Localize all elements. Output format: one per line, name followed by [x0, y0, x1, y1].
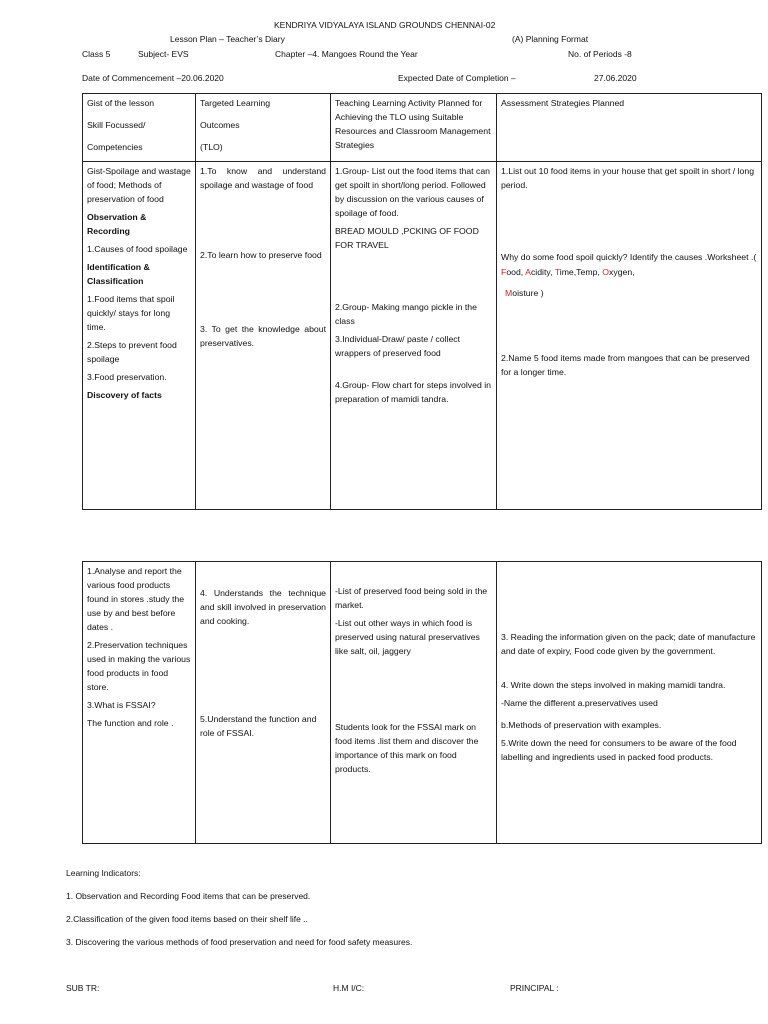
lesson-plan-table-1: [82, 93, 762, 510]
chapter-label: Chapter –4. Mangoes Round the Year: [275, 49, 418, 59]
gist-cell: [83, 562, 196, 844]
skill-discovery: Discovery of facts: [87, 390, 162, 400]
header-gist-line2: Skill Focussed/: [87, 120, 146, 130]
assessment-cell: [497, 562, 762, 844]
activity-item: 1.Group- List out the food items that can get spoilt in short/long period. Followed by discussion on the various causes of spoilage of food.: [335, 166, 491, 218]
assessment-item: b.Methods of preservation with examples.: [501, 720, 662, 730]
indicator-item: 1. Observation and Recording Food items that can be preserved.: [66, 891, 311, 901]
acronym-letter: T: [554, 267, 560, 277]
assessment-item: [501, 250, 757, 301]
gist-cell: [83, 162, 196, 510]
gist-item: 1.Causes of food spoilage: [87, 244, 188, 254]
lesson-plan-table-2: [82, 561, 762, 844]
assessment-item: 3. Reading the information given on the pack; date of manufacture and date of expiry, Food code given by the government.: [501, 632, 756, 656]
sub-teacher-signature: SUB TR:: [66, 983, 100, 993]
header-tlo-line1: Targeted Learning: [200, 98, 271, 108]
activity-item: -List out other ways in which food is preserved using natural preservatives like salt, oil, jaggery: [335, 618, 480, 656]
header-tlo-line2: Outcomes: [200, 120, 240, 130]
activity-item: Students look for the FSSAI mark on food items .list them and discover the importance of this mark on food products.: [335, 722, 479, 774]
gist-item: 2.Preservation techniques used in making the various food products in food store.: [87, 640, 191, 692]
acronym-letter: A: [525, 267, 531, 277]
assessment-item: 1.List out 10 food items in your house that get spoilt in short / long period.: [501, 166, 755, 190]
lesson-plan-title: Lesson Plan – Teacher’s Diary: [170, 34, 285, 44]
assessment-text: oisture ): [512, 288, 544, 298]
hm-signature: H.M I/C:: [333, 983, 365, 993]
school-name: KENDRIYA VIDYALAYA ISLAND GROUNDS CHENNAI-02: [274, 20, 496, 30]
gist-item: The function and role .: [87, 718, 174, 728]
acronym-letter: F: [501, 267, 507, 277]
commencement-date: Date of Commencement –20.06.2020: [82, 73, 224, 83]
principal-signature: PRINCIPAL :: [510, 983, 559, 993]
header-gist-line1: Gist of the lesson: [87, 98, 155, 108]
header-activity: [331, 94, 497, 162]
activity-item: 4.Group- Flow chart for steps involved in preparation of mamidi tandra.: [335, 380, 491, 404]
completion-date: 27.06.2020: [594, 73, 637, 83]
header-gist-line3: Competencies: [87, 142, 143, 152]
gist-item: 3.What is FSSAI?: [87, 700, 156, 710]
header-activity-text: Teaching Learning Activity Planned for Achieving the TLO using Suitable Resources and Classroom Management Strategies: [335, 98, 491, 150]
assessment-text: xygen,: [609, 267, 635, 277]
gist-item: 3.Food preservation.: [87, 372, 167, 382]
tlo-item: 1.To know and understand spoilage and wastage of food: [200, 166, 326, 190]
acronym-letter: O: [602, 267, 610, 277]
subject-label: Subject- EVS: [138, 49, 189, 59]
tlo-item: 3. To get the knowledge about preservatives.: [200, 324, 326, 348]
tlo-cell: [196, 162, 331, 510]
assessment-text: Why do some food spoil quickly? Identify the causes .Worksheet .(: [501, 252, 757, 262]
gist-item: 1.Analyse and report the various food products found in stores .study the use by and best before dates .: [87, 566, 185, 632]
header-gist: [83, 94, 196, 162]
assessment-item: -Name the different a.preservatives used: [501, 698, 658, 708]
indicators-title: Learning Indicators:: [66, 868, 141, 878]
tlo-item: 2.To learn how to preserve food: [200, 250, 322, 260]
assessment-cell: [497, 162, 762, 510]
activity-cell: [331, 562, 497, 844]
activity-item: BREAD MOULD ,PCKING OF FOOD FOR TRAVEL: [335, 226, 479, 250]
assessment-item: 2.Name 5 food items made from mangoes that can be preserved for a longer time.: [501, 353, 750, 377]
periods-label: No. of Periods -8: [568, 49, 632, 59]
header-tlo: [196, 94, 331, 162]
header-tlo-line3: (TLO): [200, 142, 223, 152]
assessment-text: cidity,: [530, 267, 555, 277]
activity-cell: [331, 162, 497, 510]
table-row: [83, 162, 762, 510]
gist-item: 2.Steps to prevent food spoilage: [87, 340, 177, 364]
planning-format: (A) Planning Format: [512, 34, 589, 44]
tlo-item: 5.Understand the function and role of FSSAI.: [200, 714, 317, 738]
indicator-item: 3. Discovering the various methods of food preservation and need for food safety measures.: [66, 937, 413, 947]
gist-text: Gist-Spoilage and wastage of food; Methods of preservation of food: [87, 166, 191, 204]
skill-observation: Observation & Recording: [87, 212, 147, 236]
tlo-cell: [196, 562, 331, 844]
header-assessment: [497, 94, 762, 162]
table-header-row: [83, 94, 762, 162]
assessment-text: ood,: [506, 267, 526, 277]
acronym-letter: M: [505, 288, 513, 298]
header-assessment-text: Assessment Strategies Planned: [501, 98, 625, 108]
assessment-item: 4. Write down the steps involved in making mamidi tandra.: [501, 680, 726, 690]
activity-item: 3.Individual-Draw/ paste / collect wrappers of preserved food: [335, 334, 461, 358]
gist-item: 1.Food items that spoil quickly/ stays for long time.: [87, 294, 175, 332]
class-label: Class 5: [82, 49, 111, 59]
completion-label: Expected Date of Completion –: [398, 73, 516, 83]
indicator-item: 2.Classification of the given food items based on their shelf life ..: [66, 914, 308, 924]
table-row: [83, 562, 762, 844]
assessment-text: ime,Temp,: [559, 267, 603, 277]
tlo-item: 4. Understands the technique and skill involved in preservation and cooking.: [200, 588, 326, 626]
skill-identification: Identification & Classification: [87, 262, 150, 286]
activity-item: 2.Group- Making mango pickle in the class: [335, 302, 477, 326]
assessment-item: 5.Write down the need for consumers to be aware of the food labelling and ingredients used in packed food products.: [501, 738, 737, 762]
activity-item: -List of preserved food being sold in the market.: [335, 586, 488, 610]
assessment-line: [501, 286, 757, 301]
